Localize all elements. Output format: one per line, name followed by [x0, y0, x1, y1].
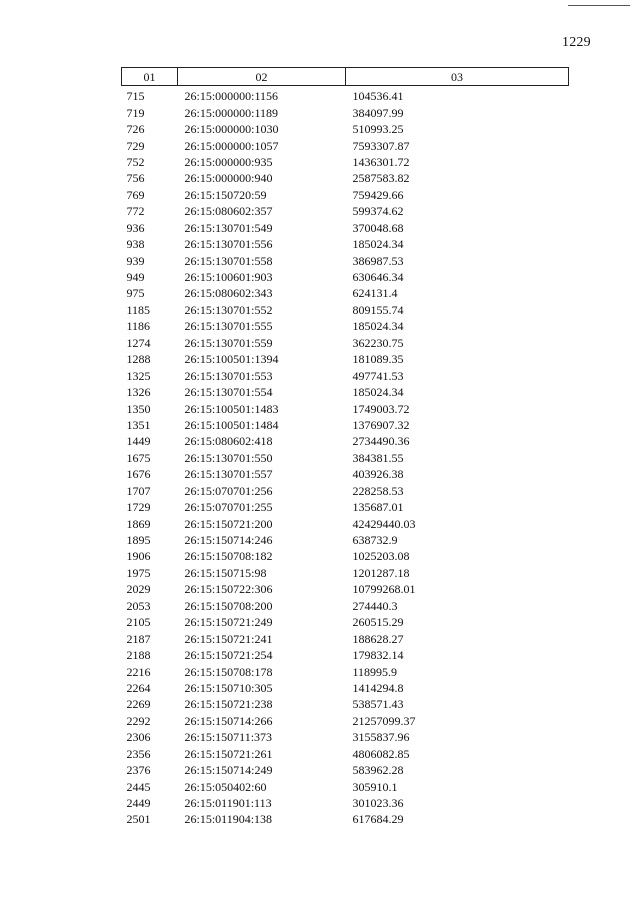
row-number-cell: 769	[126, 187, 145, 202]
table-row	[122, 170, 569, 186]
row-number-cell: 938	[126, 237, 145, 252]
table-row	[122, 269, 569, 285]
value-cell: 4806082.85	[352, 746, 410, 761]
cadastral-number-cell: 26:15:000000:1057	[184, 138, 279, 153]
table-row	[122, 450, 569, 466]
value-cell: 179832.14	[352, 648, 404, 663]
row-number-cell: 1186	[126, 319, 151, 334]
table-row	[122, 367, 569, 383]
value-cell: 185024.34	[352, 385, 404, 400]
table-row	[122, 811, 569, 827]
cadastral-number-cell: 26:15:150711:373	[184, 730, 273, 745]
cadastral-number-cell: 26:15:150721:249	[184, 615, 273, 630]
row-number-cell: 2449	[126, 796, 151, 811]
table-row	[122, 137, 569, 153]
cadastral-number-cell: 26:15:150708:178	[184, 664, 273, 679]
table-row	[122, 121, 569, 137]
cadastral-number-cell: 26:15:100601:903	[184, 270, 273, 285]
data-table-container	[121, 67, 568, 828]
value-cell: 403926.38	[352, 467, 404, 482]
value-cell: 384097.99	[352, 105, 404, 120]
cadastral-number-cell: 26:15:150721:241	[184, 631, 273, 646]
cadastral-number-cell: 26:15:150720:59	[184, 187, 267, 202]
cadastral-number-cell: 26:15:080602:357	[184, 204, 273, 219]
value-cell: 510993.25	[352, 122, 404, 137]
row-number-cell: 1325	[126, 368, 151, 383]
table-row	[122, 236, 569, 252]
value-cell: 2734490.36	[352, 434, 410, 449]
value-cell: 1436301.72	[352, 154, 410, 169]
table-row	[122, 680, 569, 696]
cadastral-number-cell: 26:15:130701:550	[184, 450, 273, 465]
table-header	[122, 68, 569, 86]
row-number-cell: 726	[126, 122, 145, 137]
value-cell: 3155837.96	[352, 730, 410, 745]
cadastral-number-cell: 26:15:150715:98	[184, 565, 267, 580]
value-cell: 118995.9	[352, 664, 398, 679]
cadastral-number-cell: 26:15:150721:261	[184, 746, 273, 761]
row-number-cell: 772	[126, 204, 145, 219]
row-number-cell: 1326	[126, 385, 151, 400]
row-number-cell: 1869	[126, 516, 151, 531]
row-number-cell: 1895	[126, 533, 151, 548]
table-row	[122, 565, 569, 581]
cadastral-number-cell: 26:15:070701:255	[184, 500, 273, 515]
table-row	[122, 729, 569, 745]
cadastral-number-cell: 26:15:011904:138	[184, 812, 273, 827]
cadastral-number-cell: 26:15:000000:1156	[184, 89, 279, 104]
cadastral-number-cell: 26:15:150714:249	[184, 763, 273, 778]
value-cell: 538571.43	[352, 697, 404, 712]
top-rule	[568, 5, 630, 6]
cadastral-number-cell: 26:15:150721:200	[184, 516, 273, 531]
value-cell: 185024.34	[352, 237, 404, 252]
value-cell: 1414294.8	[352, 680, 404, 695]
cadastral-number-cell: 26:15:150714:246	[184, 533, 273, 548]
row-number-cell: 939	[126, 253, 145, 268]
row-number-cell: 2264	[126, 680, 151, 695]
cadastral-number-cell: 26:15:050402:60	[184, 779, 267, 794]
value-cell: 617684.29	[352, 812, 404, 827]
table-row	[122, 335, 569, 351]
table-row	[122, 400, 569, 416]
row-number-cell: 715	[126, 89, 145, 104]
table-row	[122, 154, 569, 170]
value-cell: 630646.34	[352, 270, 404, 285]
row-number-cell: 2216	[126, 664, 151, 679]
row-number-cell: 2105	[126, 615, 151, 630]
row-number-cell: 1274	[126, 335, 151, 350]
cadastral-number-cell: 26:15:150714:266	[184, 713, 273, 728]
header-col-03: 03	[346, 68, 569, 86]
value-cell: 1025203.08	[352, 549, 410, 564]
cadastral-number-cell: 26:15:130701:559	[184, 335, 273, 350]
table-row	[122, 417, 569, 433]
row-number-cell: 1729	[126, 500, 151, 515]
table-row	[122, 187, 569, 203]
cadastral-number-cell: 26:15:150708:182	[184, 549, 273, 564]
table-row	[122, 647, 569, 663]
value-cell: 42429440.03	[352, 516, 416, 531]
cadastral-number-cell: 26:15:011901:113	[184, 796, 272, 811]
table-row	[122, 252, 569, 268]
table-row	[122, 598, 569, 614]
value-cell: 10799268.01	[352, 582, 416, 597]
cadastral-number-cell: 26:15:070701:256	[184, 483, 273, 498]
value-cell: 181089.35	[352, 352, 404, 367]
table-row	[122, 532, 569, 548]
header-col-01: 01	[122, 68, 178, 86]
table-row	[122, 581, 569, 597]
value-cell: 301023.36	[352, 796, 404, 811]
row-number-cell: 2029	[126, 582, 151, 597]
table-row	[122, 203, 569, 219]
data-table	[121, 67, 569, 828]
value-cell: 583962.28	[352, 763, 404, 778]
table-row	[122, 548, 569, 564]
value-cell: 370048.68	[352, 220, 404, 235]
value-cell: 497741.53	[352, 368, 404, 383]
table-row	[122, 220, 569, 236]
table-row	[122, 302, 569, 318]
cadastral-number-cell: 26:15:130701:552	[184, 302, 273, 317]
value-cell: 809155.74	[352, 302, 404, 317]
table-row	[122, 515, 569, 531]
table-body	[122, 86, 569, 828]
value-cell: 1749003.72	[352, 401, 410, 416]
table-row	[122, 384, 569, 400]
value-cell: 638732.9	[352, 533, 398, 548]
value-cell: 1376907.32	[352, 417, 410, 432]
cadastral-number-cell: 26:15:150710:305	[184, 680, 273, 695]
row-number-cell: 1675	[126, 450, 151, 465]
table-row	[122, 104, 569, 120]
cadastral-number-cell: 26:15:000000:940	[184, 171, 273, 186]
row-number-cell: 1185	[126, 302, 151, 317]
table-row	[122, 483, 569, 499]
cadastral-number-cell: 26:15:000000:935	[184, 154, 273, 169]
header-row	[122, 68, 569, 86]
row-number-cell: 2445	[126, 779, 151, 794]
value-cell: 2587583.82	[352, 171, 410, 186]
value-cell: 21257099.37	[352, 713, 416, 728]
row-number-cell: 1350	[126, 401, 151, 416]
row-number-cell: 2053	[126, 598, 151, 613]
page-number: 1229	[562, 35, 591, 50]
cadastral-number-cell: 26:15:130701:555	[184, 319, 273, 334]
row-number-cell: 2269	[126, 697, 151, 712]
table-row	[122, 86, 569, 105]
cadastral-number-cell: 26:15:130701:553	[184, 368, 273, 383]
table-row	[122, 614, 569, 630]
table-row	[122, 663, 569, 679]
value-cell: 386987.53	[352, 253, 404, 268]
row-number-cell: 2501	[126, 812, 151, 827]
table-row	[122, 713, 569, 729]
value-cell: 7593307.87	[352, 138, 410, 153]
value-cell: 274440.3	[352, 598, 398, 613]
value-cell: 624131.4	[352, 286, 398, 301]
header-col-02: 02	[178, 68, 346, 86]
cadastral-number-cell: 26:15:150721:238	[184, 697, 273, 712]
table-row	[122, 433, 569, 449]
cadastral-number-cell: 26:15:130701:557	[184, 467, 273, 482]
cadastral-number-cell: 26:15:150722:306	[184, 582, 273, 597]
table-row	[122, 285, 569, 301]
table-row	[122, 351, 569, 367]
table-row	[122, 499, 569, 515]
row-number-cell: 2188	[126, 648, 151, 663]
row-number-cell: 1975	[126, 565, 151, 580]
row-number-cell: 1676	[126, 467, 151, 482]
row-number-cell: 1288	[126, 352, 151, 367]
cadastral-number-cell: 26:15:130701:558	[184, 253, 273, 268]
cadastral-number-cell: 26:15:130701:556	[184, 237, 273, 252]
value-cell: 228258.53	[352, 483, 404, 498]
row-number-cell: 2376	[126, 763, 151, 778]
cadastral-number-cell: 26:15:130701:554	[184, 385, 273, 400]
value-cell: 188628.27	[352, 631, 404, 646]
row-number-cell: 752	[126, 154, 145, 169]
cadastral-number-cell: 26:15:000000:1189	[184, 105, 279, 120]
value-cell: 305910.1	[352, 779, 398, 794]
row-number-cell: 1906	[126, 549, 151, 564]
cadastral-number-cell: 26:15:100501:1394	[184, 352, 279, 367]
cadastral-number-cell: 26:15:130701:549	[184, 220, 273, 235]
table-row	[122, 795, 569, 811]
table-row	[122, 696, 569, 712]
table-row	[122, 318, 569, 334]
value-cell: 599374.62	[352, 204, 404, 219]
row-number-cell: 729	[126, 138, 145, 153]
row-number-cell: 936	[126, 220, 145, 235]
row-number-cell: 1449	[126, 434, 151, 449]
row-number-cell: 975	[126, 286, 145, 301]
table-row	[122, 762, 569, 778]
row-number-cell: 719	[126, 105, 145, 120]
row-number-cell: 949	[126, 270, 145, 285]
value-cell: 260515.29	[352, 615, 404, 630]
cadastral-number-cell: 26:15:080602:343	[184, 286, 273, 301]
value-cell: 135687.01	[352, 500, 404, 515]
value-cell: 185024.34	[352, 319, 404, 334]
cadastral-number-cell: 26:15:150721:254	[184, 648, 273, 663]
cadastral-number-cell: 26:15:000000:1030	[184, 122, 279, 137]
row-number-cell: 756	[126, 171, 145, 186]
cadastral-number-cell: 26:15:150708:200	[184, 598, 273, 613]
table-row	[122, 466, 569, 482]
row-number-cell: 1351	[126, 417, 151, 432]
row-number-cell: 1707	[126, 483, 151, 498]
table-row	[122, 746, 569, 762]
value-cell: 759429.66	[352, 187, 404, 202]
row-number-cell: 2292	[126, 713, 151, 728]
row-number-cell: 2187	[126, 631, 151, 646]
cadastral-number-cell: 26:15:100501:1483	[184, 401, 279, 416]
table-row	[122, 778, 569, 794]
value-cell: 384381.55	[352, 450, 404, 465]
cadastral-number-cell: 26:15:100501:1484	[184, 417, 279, 432]
row-number-cell: 2306	[126, 730, 151, 745]
value-cell: 362230.75	[352, 335, 404, 350]
value-cell: 104536.41	[352, 89, 404, 104]
row-number-cell: 2356	[126, 746, 151, 761]
value-cell: 1201287.18	[352, 565, 410, 580]
cadastral-number-cell: 26:15:080602:418	[184, 434, 273, 449]
table-row	[122, 630, 569, 646]
